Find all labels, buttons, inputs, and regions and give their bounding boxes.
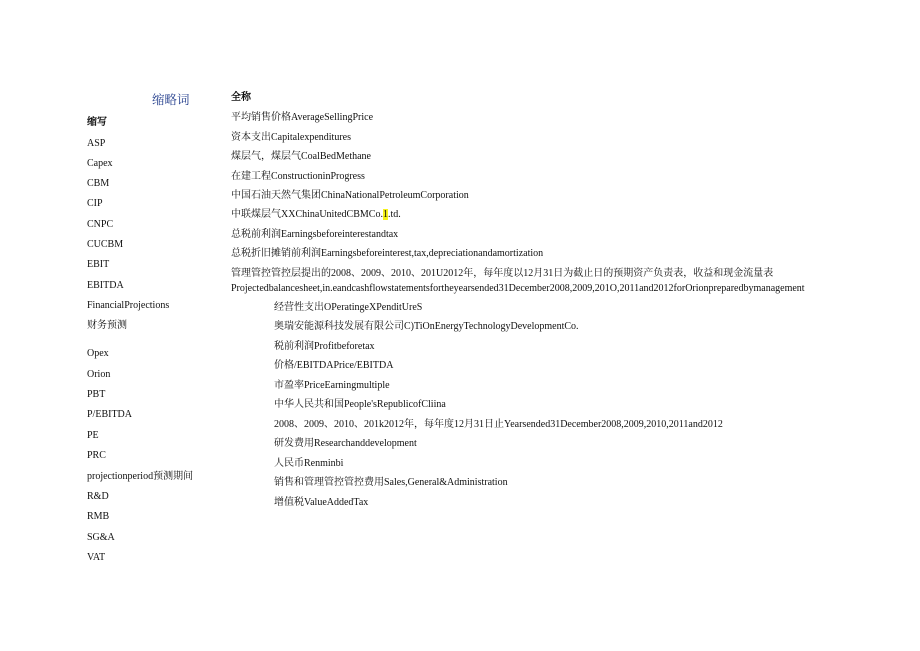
- full-financial-projections-en: Projectedbalancesheet,in.eandcashflowstatementsfortheyearsended31December2008,2009,201O,2011and2012forOrionpreparedbymanagement: [231, 283, 805, 294]
- full-cip: 在建工程ConstructioninProgress: [231, 171, 365, 182]
- abbr-ebitda: EBITDA: [87, 280, 124, 291]
- full-opex: 经营性支出OPeratingeXPenditUreS: [274, 302, 423, 313]
- abbr-asp: ASP: [87, 138, 106, 149]
- full-rnd: 研发费用Researchanddevelopment: [274, 438, 417, 449]
- abbr-capex: Capex: [87, 158, 113, 169]
- abbr-prc: PRC: [87, 450, 106, 461]
- abbr-cbm: CBM: [87, 178, 110, 189]
- abbr-cip: CIP: [87, 198, 103, 209]
- highlight-mark: 1: [382, 209, 388, 220]
- full-cucbm: [231, 209, 401, 221]
- abbr-orion: Orion: [87, 369, 111, 380]
- abbreviation-column-label: 缩写: [87, 117, 107, 128]
- abbr-cnpc: CNPC: [87, 219, 114, 230]
- full-pe: 市盈率PriceEarningmultiple: [274, 380, 390, 391]
- abbr-cucbm: CUCBM: [87, 239, 124, 250]
- abbreviations-heading: 缩略词: [152, 93, 190, 107]
- abbr-financial-projections-cn: 财务预测: [87, 320, 127, 331]
- full-sga: 销售和管理管控管控费用Sales,General&Administration: [274, 477, 508, 488]
- full-rmb: 人民币Renminbi: [274, 458, 344, 469]
- abbr-ebit: EBIT: [87, 259, 110, 270]
- full-projection-period: 2008、2009、2010、201k2012年，每年度12月31日止Yearsended31December2008,2009,2010,2011and2012: [274, 419, 723, 430]
- abbr-financial-projections: FinancialProjections: [87, 300, 170, 311]
- full-p-ebitda: 价格/EBITDAPrice/EBITDA: [274, 360, 394, 371]
- full-pbt: 税前利润Profitbeforetax: [274, 341, 375, 352]
- full-asp: 平均销售价格AverageSellingPrice: [231, 112, 374, 123]
- full-prc: 中华人民共和国People'sRepublicofCliina: [274, 399, 446, 410]
- full-orion: 奥瑞安能源科技发展有限公司C)TiOnEnergyTechnologyDevelopmentCo.: [274, 321, 579, 332]
- full-cbm: 煤层气，煤层气CoalBedMethane: [231, 151, 371, 162]
- full-ebit: 总税前利润Earningsbeforeinterestandtax: [231, 229, 399, 240]
- full-cnpc: 中国石油天然气集团ChinaNationalPetroleumCorporation: [231, 190, 469, 201]
- full-vat: 增值税ValueAddedTax: [274, 497, 369, 508]
- abbr-rmb: RMB: [87, 511, 110, 522]
- abbr-p-ebitda: P/EBITDA: [87, 409, 132, 420]
- abbr-vat: VAT: [87, 552, 106, 563]
- full-ebitda: 总税折旧摊销前利润Earningsbeforeinterest,tax,depreciationandamortization: [231, 248, 544, 259]
- abbr-projection-period: projectionperiod预测期间: [87, 471, 194, 482]
- full-cucbm-main: 中联煤层气XXChinaUnitedCBMCo.: [231, 209, 383, 220]
- abbr-pbt: PBT: [87, 389, 106, 400]
- abbr-pe: PE: [87, 430, 99, 441]
- full-name-heading: 全称: [231, 92, 251, 103]
- full-cucbm-suffix: .td.: [387, 209, 401, 220]
- full-capex: 资本支出Capitalexpenditures: [231, 132, 351, 143]
- full-financial-projections-cn: 管理管控管控层提出的2008、2009、2010、201U2012年，每年度以12月31日为截止日的预期资产负责表，收益和现金流量表: [231, 268, 774, 279]
- abbr-sga: SG&A: [87, 532, 115, 543]
- abbr-rnd: R&D: [87, 491, 109, 502]
- abbr-opex: Opex: [87, 348, 109, 359]
